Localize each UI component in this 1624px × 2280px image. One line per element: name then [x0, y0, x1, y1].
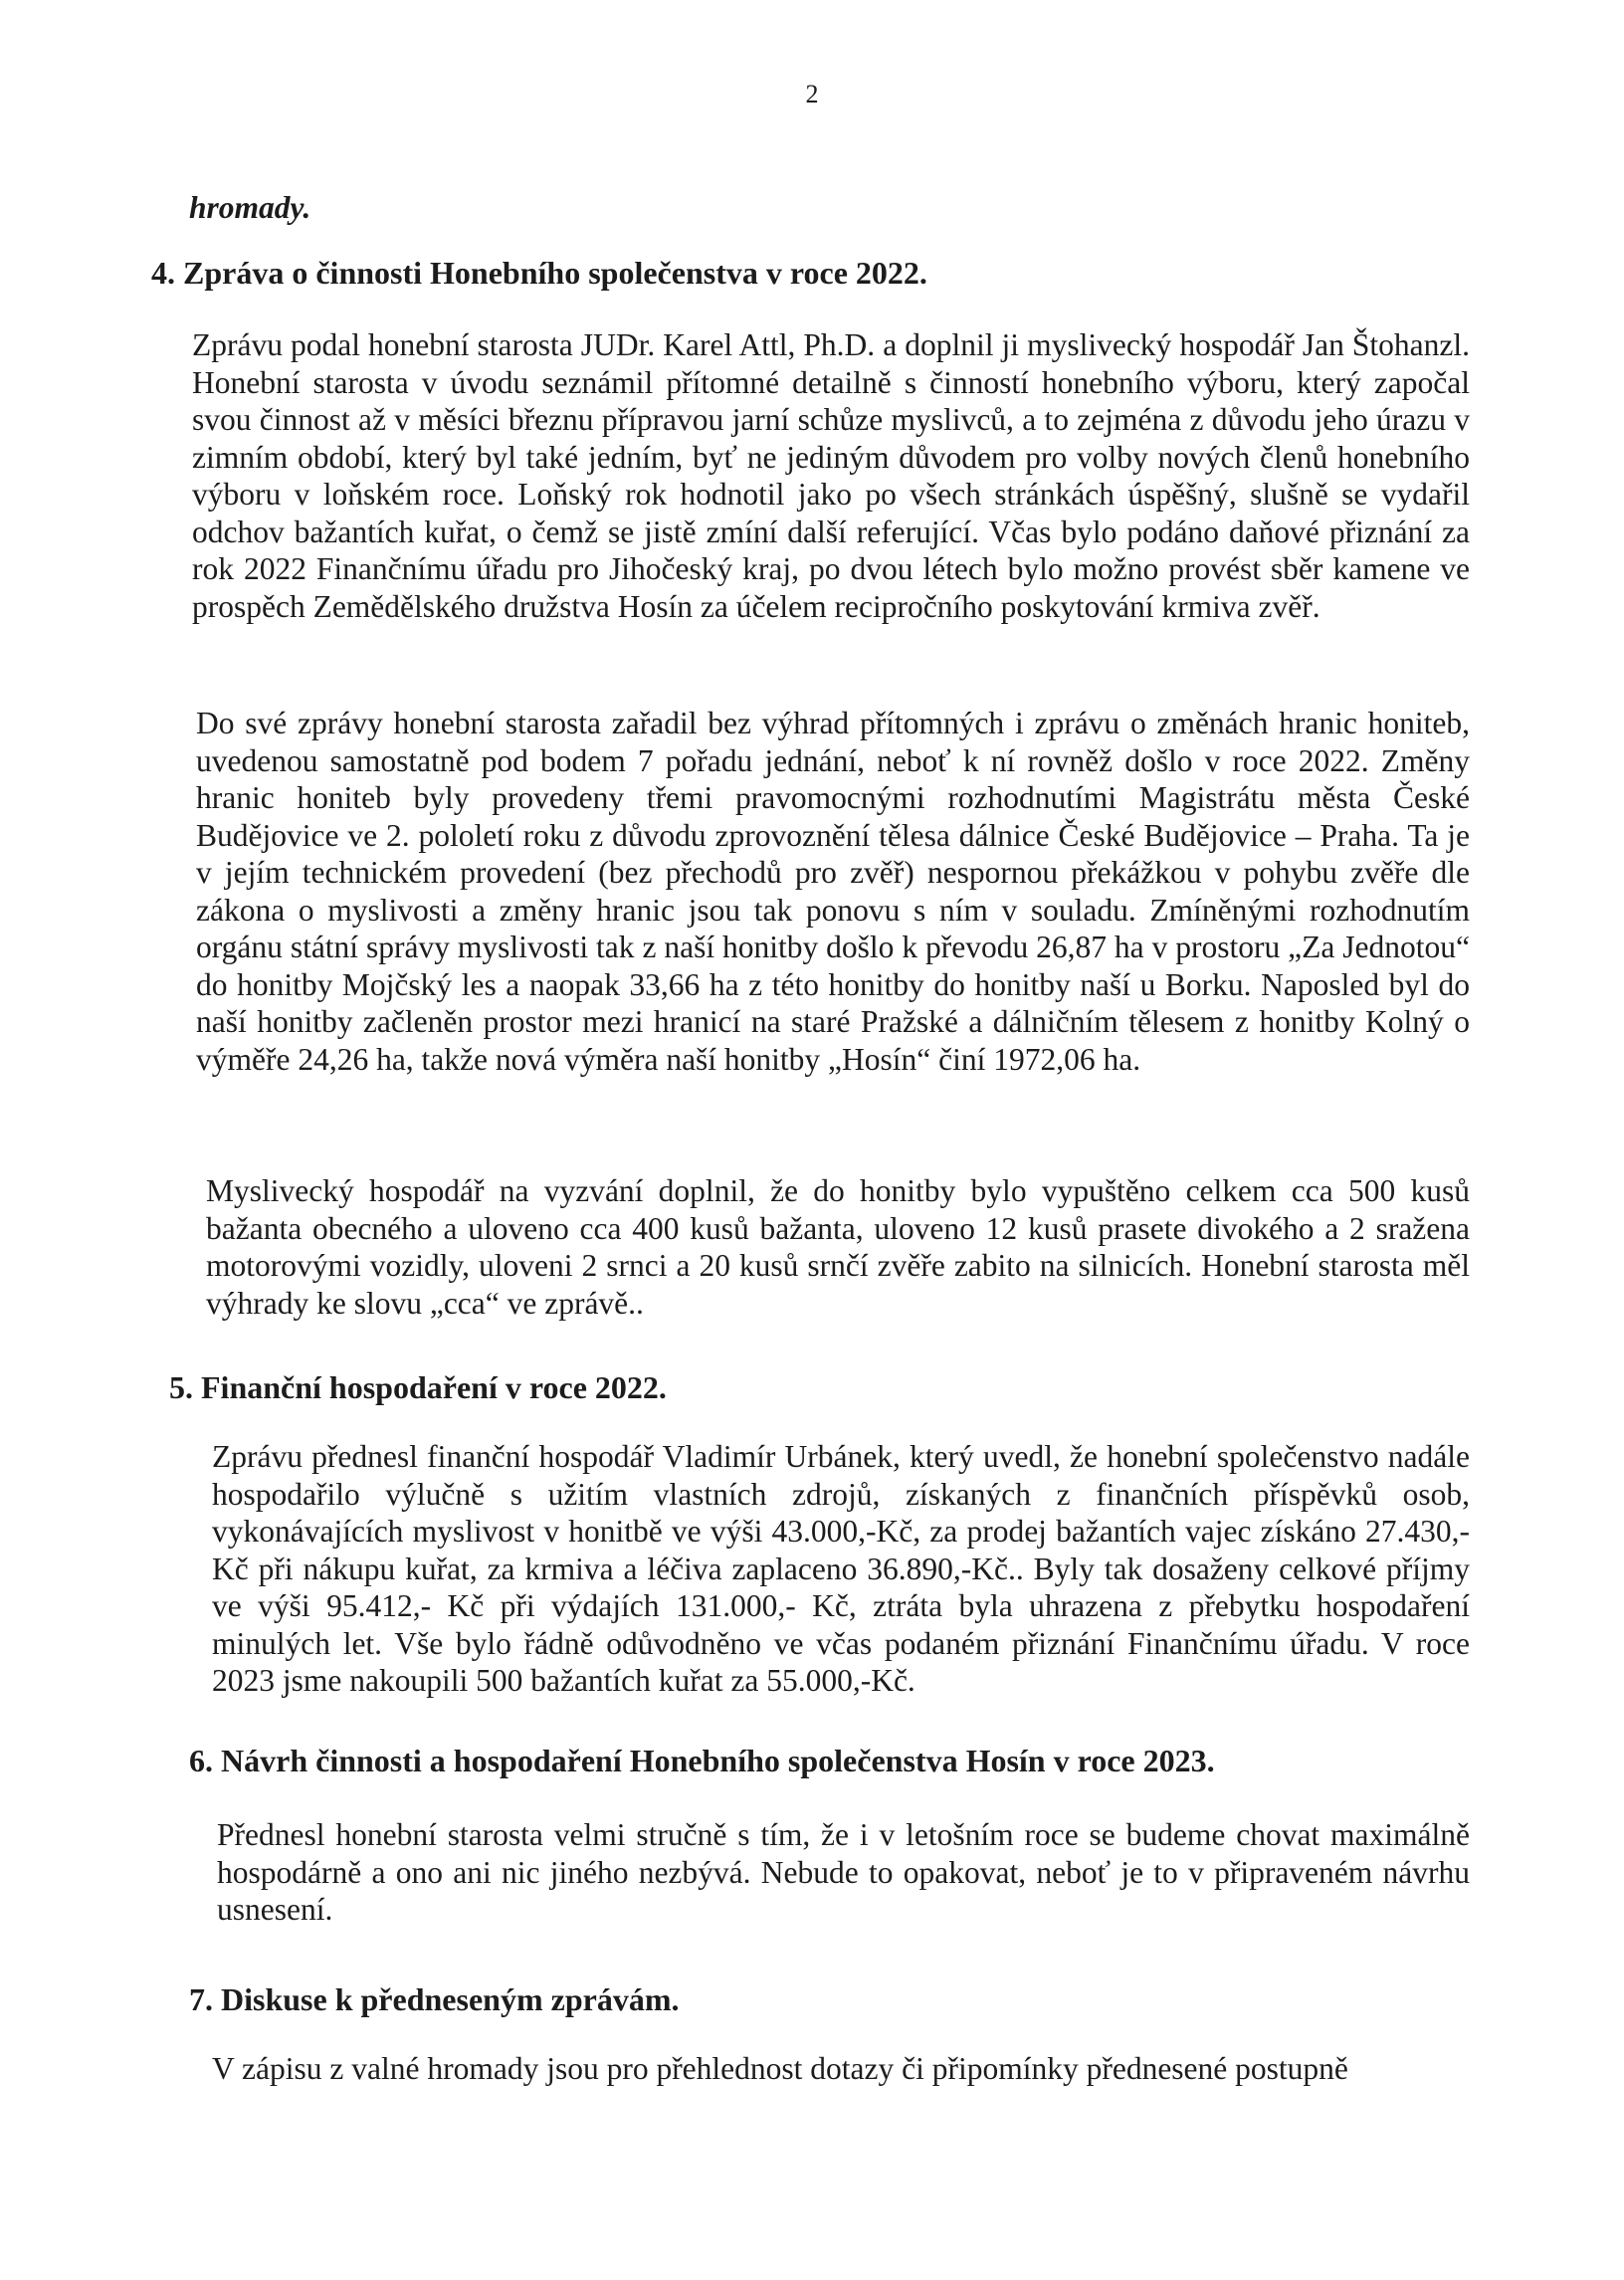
page-number: 2: [805, 80, 819, 108]
continued-text-fragment: hromady.: [189, 190, 311, 225]
section-4-paragraph-1: Zprávu podal honební starosta JUDr. Karel Attl, Ph.D. a doplnil ji myslivecký hospodář Jan Štohanzl. Honební starosta v úvodu seznámil přítomné detailně s činností honebního výboru, který započal svou činnost až v měsíci březnu přípravou jarní schůze myslivců, a to zejména z důvodu jeho úrazu v zimním období, který byl také jedním, byť ne jediným důvodem pro volby nových členů honebního výboru v loňském roce. Loňský rok hodnotil jako po všech stránkách úspěšný, slušně se vydařil odchov bažantích kuřat, o čemž se jistě zmíní další referující. Včas bylo podáno daňové přiznání za rok 2022 Finančnímu úřadu pro Jihočeský kraj, po dvou létech bylo možno provést sběr kamene ve prospěch Zemědělského družstva Hosín za účelem recipročního poskytování krmiva zvěř.: [192, 327, 1470, 624]
section-5-paragraph-1: Zprávu přednesl finanční hospodář Vladimír Urbánek, který uvedl, že honební společenstvo nadále hospodařilo výlučně s užitím vlastních zdrojů, získaných z finančních příspěvků osob, vykonávajících myslivost v honitbě ve výši 43.000,-Kč, za prodej bažantích vajec získáno 27.430,-Kč při nákupu kuřat, za krmiva a léčiva zaplaceno 36.890,-Kč.. Byly tak dosaženy celkové příjmy ve výši 95.412,- Kč při výdajích 131.000,- Kč, ztráta byla uhrazena z přebytku hospodaření minulých let. Vše bylo řádně odůvodněno ve včas podaném přiznání Finančnímu úřadu. V roce 2023 jsme nakoupili 500 bažantích kuřat za 55.000,-Kč.: [212, 1439, 1470, 1698]
section-7-paragraph-1: V zápisu z valné hromady jsou pro přehlednost dotazy či připomínky přednesené postupně: [212, 2051, 1348, 2086]
section-5-heading: 5. Finanční hospodaření v roce 2022.: [169, 1369, 667, 1405]
section-6-heading: 6. Návrh činnosti a hospodaření Honebního společenstva Hosín v roce 2023.: [189, 1743, 1215, 1778]
section-4-paragraph-3: Myslivecký hospodář na vyzvání doplnil, že do honitby bylo vypuštěno celkem cca 500 kusů bažanta obecného a uloveno cca 400 kusů bažanta, uloveno 12 kusů prasete divokého a 2 sražena motorovými vozidly, uloveni 2 srnci a 20 kusů srnčí zvěře zabito na silnicích. Honební starosta měl výhrady ke slovu „cca“ ve zprávě..: [206, 1173, 1470, 1321]
section-6-paragraph-1: Přednesl honební starosta velmi stručně s tím, že i v letošním roce se budeme chovat maximálně hospodárně a ono ani nic jiného nezbývá. Nebude to opakovat, neboť je to v připraveném návrhu usnesení.: [217, 1817, 1470, 1927]
section-4-paragraph-2: Do své zprávy honební starosta zařadil bez výhrad přítomných i zprávu o změnách hranic honiteb, uvedenou samostatně pod bodem 7 pořadu jednání, neboť k ní rovněž došlo v roce 2022. Změny hranic honiteb byly provedeny třemi pravomocnými rozhodnutími Magistrátu města České Budějovice ve 2. pololetí roku z důvodu zprovoznění tělesa dálnice České Budějovice – Praha. Ta je v jejím technickém provedení (bez přechodů pro zvěř) nespornou překážkou v pohybu zvěře dle zákona o myslivosti a změny hranic jsou tak ponovu s ním v souladu. Zmíněnými rozhodnutím orgánu státní správy myslivosti tak z naší honitby došlo k převodu 26,87 ha v prostoru „Za Jednotou“ do honitby Mojčský les a naopak 33,66 ha z této honitby do honitby naší u Borku. Naposled byl do naší honitby začleněn prostor mezi hranicí na staré Pražské a dálničním tělesem z honitby Kolný o výměře 24,26 ha, takže nová výměra naší honitby „Hosín“ činí 1972,06 ha.: [196, 706, 1470, 1077]
section-7-heading: 7. Diskuse k předneseným zprávám.: [189, 1981, 680, 2017]
section-4-heading: 4. Zpráva o činnosti Honebního společenstva v roce 2022.: [151, 255, 927, 291]
